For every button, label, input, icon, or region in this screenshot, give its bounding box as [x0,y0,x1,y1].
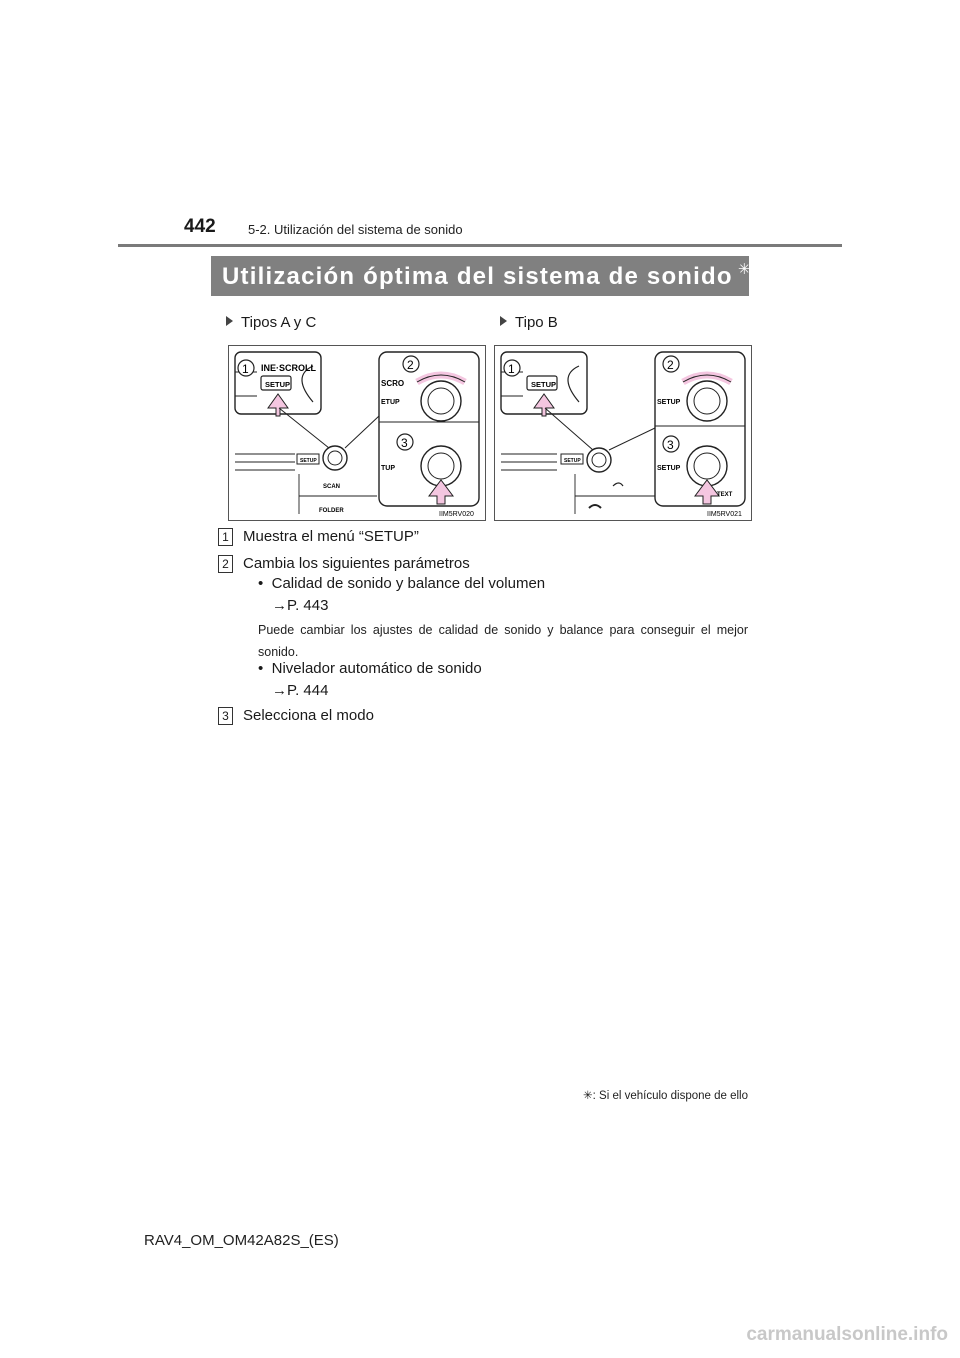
svg-text:ETUP: ETUP [381,399,400,406]
svg-text:SETUP: SETUP [657,399,681,406]
svg-text:TEXT: TEXT [717,492,733,498]
setup-label: SETUP [531,380,557,389]
item-number-1: 1 [218,528,233,546]
figure-caption-types-a-c: Tipos A y C [226,314,316,331]
subitem-2-reference: →P. 444 [272,682,329,699]
subitem-1-reference: →P. 443 [272,597,329,614]
footnote: ✳: Si el vehículo dispone de ello [583,1090,748,1102]
figure-caption-type-b: Tipo B [500,314,558,331]
note-text: Puede cambiar los ajustes de calidad de sonido y balance para conseguir el mejor sonido. [258,623,748,659]
watermark: carmanualsonline.info [746,1324,948,1345]
footnote-asterisk-icon: ✳ [583,1090,593,1102]
item-text-3: Selecciona el modo [243,707,374,724]
svg-text:1: 1 [242,362,249,376]
svg-text:SCAN: SCAN [323,484,341,490]
document-id: RAV4_OM_OM42A82S_(ES) [144,1232,339,1249]
subitem-1: • Calidad de sonido y balance del volumen [258,575,546,592]
triangle-bullet-icon [500,316,507,326]
svg-text:SETUP: SETUP [657,465,681,472]
item-number-3: 3 [218,707,233,725]
radio-panel-illustration [229,346,485,520]
svg-text:2: 2 [667,358,674,372]
subitem-2: • Nivelador automático de sonido [258,660,482,677]
setup-label: SETUP [265,380,291,389]
svg-text:SCRO: SCRO [381,379,405,388]
radio-panel-illustration [495,346,751,520]
figure-type-b [494,345,752,521]
svg-text:SETUP: SETUP [564,458,581,464]
title-asterisk-icon: ✳ [738,261,751,278]
page-title: Utilización óptima del sistema de sonido [222,263,733,290]
header-rule [118,244,842,247]
svg-text:FOLDER: FOLDER [319,508,344,514]
item-text-1: Muestra el menú “SETUP” [243,528,419,545]
triangle-bullet-icon [226,316,233,326]
svg-text:3: 3 [401,436,408,450]
svg-text:SETUP: SETUP [300,458,317,464]
item-number-2: 2 [218,555,233,573]
section-heading: 5-2. Utilización del sistema de sonido [248,222,463,237]
svg-text:1: 1 [508,362,515,376]
svg-text:TUP: TUP [381,465,395,472]
item-text-2: Cambia los siguientes parámetros [243,555,470,572]
page-number: 442 [184,216,216,237]
figure-types-a-c [228,345,486,521]
svg-text:3: 3 [667,438,674,452]
figure-code: IIM5RV021 [707,511,742,518]
scroll-label: INE·SCROLL [261,363,316,373]
figure-code: IIM5RV020 [439,511,474,518]
svg-text:2: 2 [407,358,414,372]
